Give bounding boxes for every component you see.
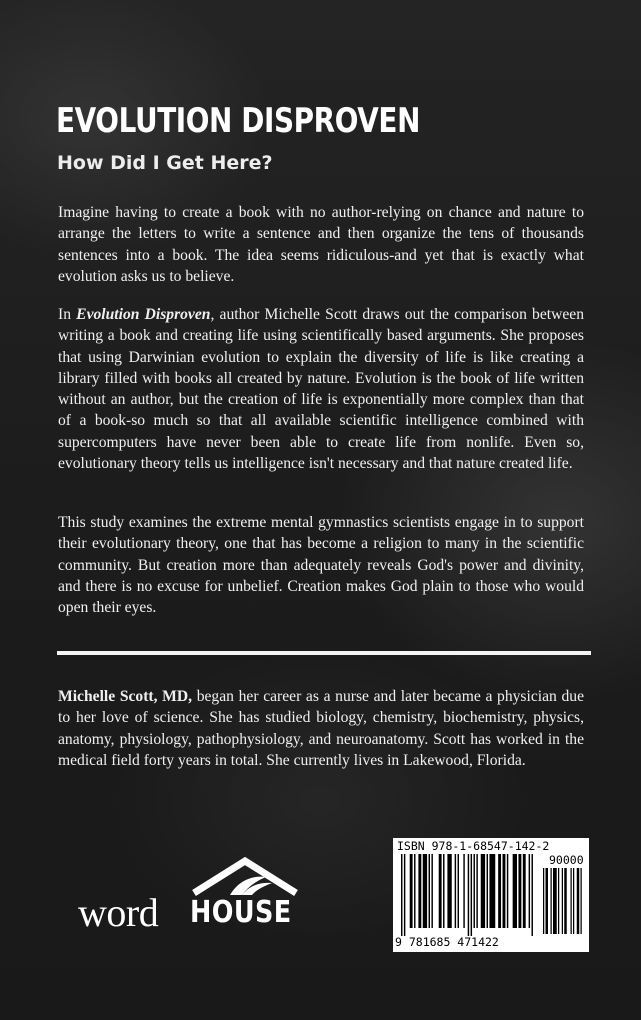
isbn-label: ISBN 978-1-68547-142-2 [397,839,550,853]
p2-book-title: Evolution Disproven [76,306,211,323]
author-bio [58,686,584,771]
author-name: Michelle Scott, MD, [58,688,193,705]
ean13-bars [401,854,535,936]
description-paragraph-1: Imagine having to create a book with no author-relying on chance and nature to arrange the letters to write a sentence and then organize the tens of thousands sentences into a book. The idea seems ridiculous-and yet that is exactly what evolution asks us to believe. [58,204,584,285]
p2-rest: , author Michelle Scott draws out the comparison between writing a book and creating life using scientifically based arguments. She proposes that using Darwinian evolution to explain the diversity of life is like creating a library filled with books all created by nature. Evolution is the book of life written without an author, but the creation of life is exponentially more complex than that of a book-so much so that all available scientific intelligence combined with supercomputers have never been able to create life from nonlife. Even so, evolutionary theory tells us intelligence isn't necessary and that nature created life. [58,306,585,473]
publisher-house: HOUSE [190,895,292,930]
author-bio-text: began her career as a nurse and later became a physician due to her love of science. She has studied biology, chemistry, biochemistry, physics, anatomy, physiology, pathophysiology, and neuroanatomy. Scott has worked in the medical field forty years in total. She currently lives in Lakewood, Florida. [58,688,584,769]
p2-prefix: In [58,306,77,323]
description-paragraph-3: This study examines the extreme mental gymnastics scientists engage in to support their evolutionary theory, one that has become a religion to many in the scientific community. But creation more than adequately reveals God's power and divinity, and there is no excuse for unbelief. Creation makes God plain to those who would open their eyes. [58,514,584,617]
description-paragraph-2 [58,304,584,474]
publisher-word: word [78,890,159,935]
price-code: 90000 [549,853,584,867]
publisher-logo [78,855,293,935]
house-roof-icon [190,855,300,897]
addon-bars [543,868,585,934]
barcode-digits: 9 781685 471422 [395,935,499,949]
divider-rule [57,651,591,655]
book-subtitle: How Did I Get Here? [57,152,273,174]
book-title: EVOLUTION DISPROVEN [56,101,420,141]
isbn-barcode [393,838,589,952]
